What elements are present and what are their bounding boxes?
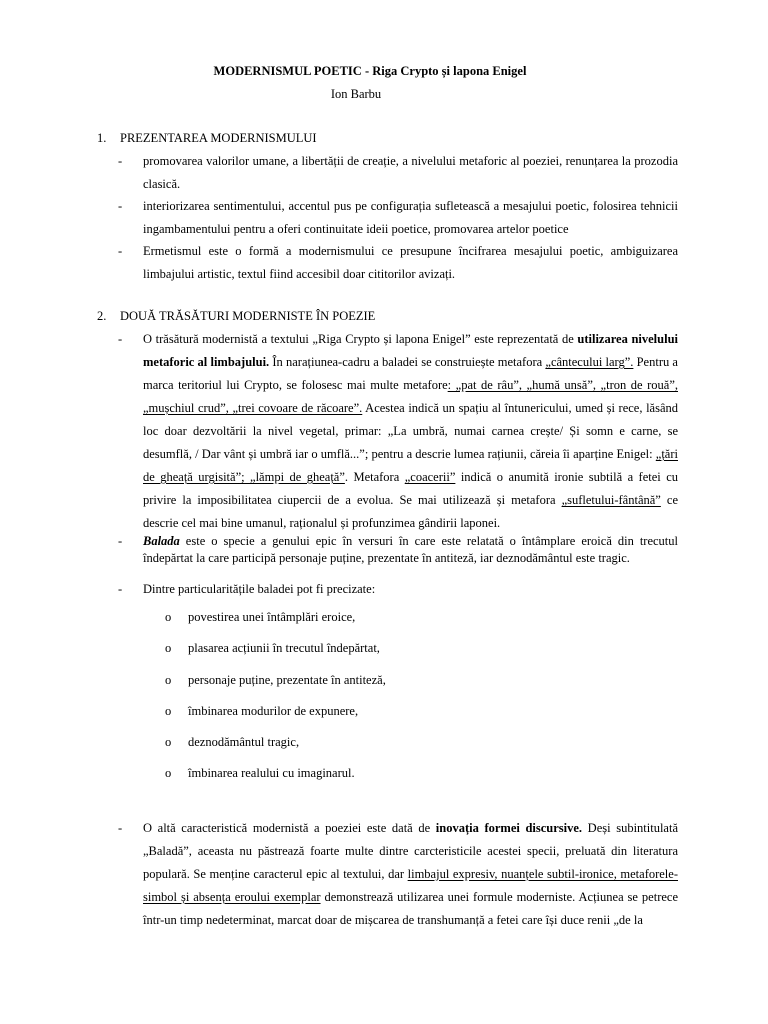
paragraph-particularities xyxy=(118,578,678,601)
sub-list-item xyxy=(165,704,358,719)
sub-bullet: o xyxy=(165,641,172,655)
bullet-dash: - xyxy=(118,332,123,346)
emphasis-text: utilizarea nivelului metaforic al limbajului. xyxy=(143,332,679,369)
list-item xyxy=(118,195,678,241)
paragraph-text xyxy=(143,533,678,567)
list-item xyxy=(118,240,678,286)
sub-list-item xyxy=(165,673,386,688)
bullet-dash: - xyxy=(118,821,123,835)
text-run: Deși subintitulată „Baladă”, aceasta nu păstrează foarte multe dintre carcteristicile acestei specii, preluată din literatura populară. Se menține caracterul epic al textului, dar xyxy=(143,821,679,881)
sub-bullet: o xyxy=(165,673,172,687)
section-number: 1. xyxy=(97,131,107,145)
sub-item-text: plasarea acțiunii în trecutul îndepărtat, xyxy=(188,641,380,655)
bullet-dash: - xyxy=(118,199,123,213)
underlined-text: „țări de gheață urgisită”; „lămpi de gheață” xyxy=(143,447,678,484)
paragraph-text: Dintre particularitățile baladei pot fi precizate: xyxy=(143,582,376,596)
section-number: 2. xyxy=(97,309,107,323)
paragraph-text xyxy=(143,328,678,535)
section-2-heading xyxy=(97,309,375,324)
list-item xyxy=(118,150,678,196)
section-1-heading xyxy=(97,131,317,146)
sub-item-text: îmbinarea modurilor de expunere, xyxy=(188,704,359,718)
sub-list-item xyxy=(165,735,299,750)
paragraph-balada xyxy=(118,533,678,567)
text-run: . Metafora xyxy=(344,470,405,484)
bullet-dash: - xyxy=(118,154,123,168)
underlined-text: „sufletului-fântână” xyxy=(561,493,661,507)
text-run: ce descrie cel mai bine umanul, raționalul și profunzimea gândirii laponei. xyxy=(143,493,678,530)
underlined-text: limbajul expresiv, nuanțele subtil-ironice, metaforele-simbol și absența eroului exemplar xyxy=(143,867,678,904)
list-item-text: promovarea valorilor umane, a libertății de creație, a nivelului metaforic al poeziei, renunțarea la prozodia clasică. xyxy=(143,154,678,191)
list-item-text: Ermetismul este o formă a modernismului ce presupune încifrarea mesajului poetic, ambiguizarea limbajului artistic, textul fiind accesibil doar cititorilor avizați. xyxy=(143,244,678,281)
underlined-text: : „pat de râu”, „humă unsă”, „tron de rouă”, „mușchiul crud”, „trei covoare de răcoare”. xyxy=(143,378,678,415)
emphasis-text: inovația formei discursive. xyxy=(435,821,583,835)
sub-item-text: îmbinarea realului cu imaginarul. xyxy=(188,766,355,780)
section-title: DOUĂ TRĂSĂTURI MODERNISTE ÎN POEZIE xyxy=(120,309,376,323)
sub-list-item xyxy=(165,641,380,656)
sub-item-text: povestirea unei întâmplări eroice, xyxy=(188,610,356,624)
paragraph-metaphor xyxy=(118,328,678,535)
sub-bullet: o xyxy=(165,704,172,718)
document-author: Ion Barbu xyxy=(330,87,382,101)
sub-bullet: o xyxy=(165,735,172,749)
bullet-dash: - xyxy=(118,534,123,548)
sub-bullet: o xyxy=(165,610,172,624)
text-run: Pentru a marca teritoriul lui Crypto, se folosesc mai multe metafore xyxy=(143,355,678,392)
bullet-dash: - xyxy=(118,582,123,596)
list-item-text: interiorizarea sentimentului, accentul pus pe configurația sufletească a mesajului poetic, folosirea tehnicii ingambamentului pentru a oferi continuitate ideii poetice, promovarea artelor poetice xyxy=(143,199,678,236)
text-run: O trăsătură modernistă a textului „Riga Crypto și lapona Enigel” este reprezentată de xyxy=(143,332,578,346)
underlined-text: „coacerii” xyxy=(404,470,456,484)
text-run: În narațiunea-cadru a baladei se construiește metafora xyxy=(269,355,546,369)
sub-bullet: o xyxy=(165,766,172,780)
sub-list-item xyxy=(165,766,355,781)
text-run: demonstrează utilizarea unei formule moderniste. Acțiunea se petrece într-un timp nedeterminat, marcat doar de mișcarea de transhumanță a fetei care își duce renii „de la xyxy=(143,890,678,927)
sub-item-text: deznodământul tragic, xyxy=(188,735,300,749)
text-run: indică o anumită ironie subtilă a fetei cu privire la imposibilitatea ciupercii de a evolua. Se mai utilizează și metafora xyxy=(143,470,678,507)
sub-list-item xyxy=(165,610,355,625)
section-title: PREZENTAREA MODERNISMULUI xyxy=(120,131,317,145)
emphasis-text: Balada xyxy=(143,534,180,548)
underlined-text: „cântecului larg”. xyxy=(545,355,634,369)
sub-item-text: personaje puține, prezentate în antiteză, xyxy=(188,673,386,687)
text-run: O altă caracteristică modernistă a poeziei este dată de xyxy=(143,821,436,835)
bullet-dash: - xyxy=(118,244,123,258)
paragraph-discursive-form xyxy=(118,817,678,932)
text-run: Acestea indică un spațiu al întunericului, umed și rece, lăsând loc doar dezvoltării la nivel vegetal, primar: „La umbră, numai carnea crește/ Și somn e carne, se desumflă, / Dar vânt și umbră iar o umflă...”; pentru a descrie lumea rațiunii, căreia îi aparține Enigel: xyxy=(143,401,679,461)
paragraph-text xyxy=(143,817,678,932)
document-title: MODERNISMUL POETIC - Riga Crypto și lapona Enigel xyxy=(213,64,527,78)
text-run: este o specie a genului epic în versuri în care este relatată o întâmplare eroică din trecutul îndepărtat la care participă personaje puține, prezentate în antiteză, iar deznodământul este tragic. xyxy=(143,534,678,565)
